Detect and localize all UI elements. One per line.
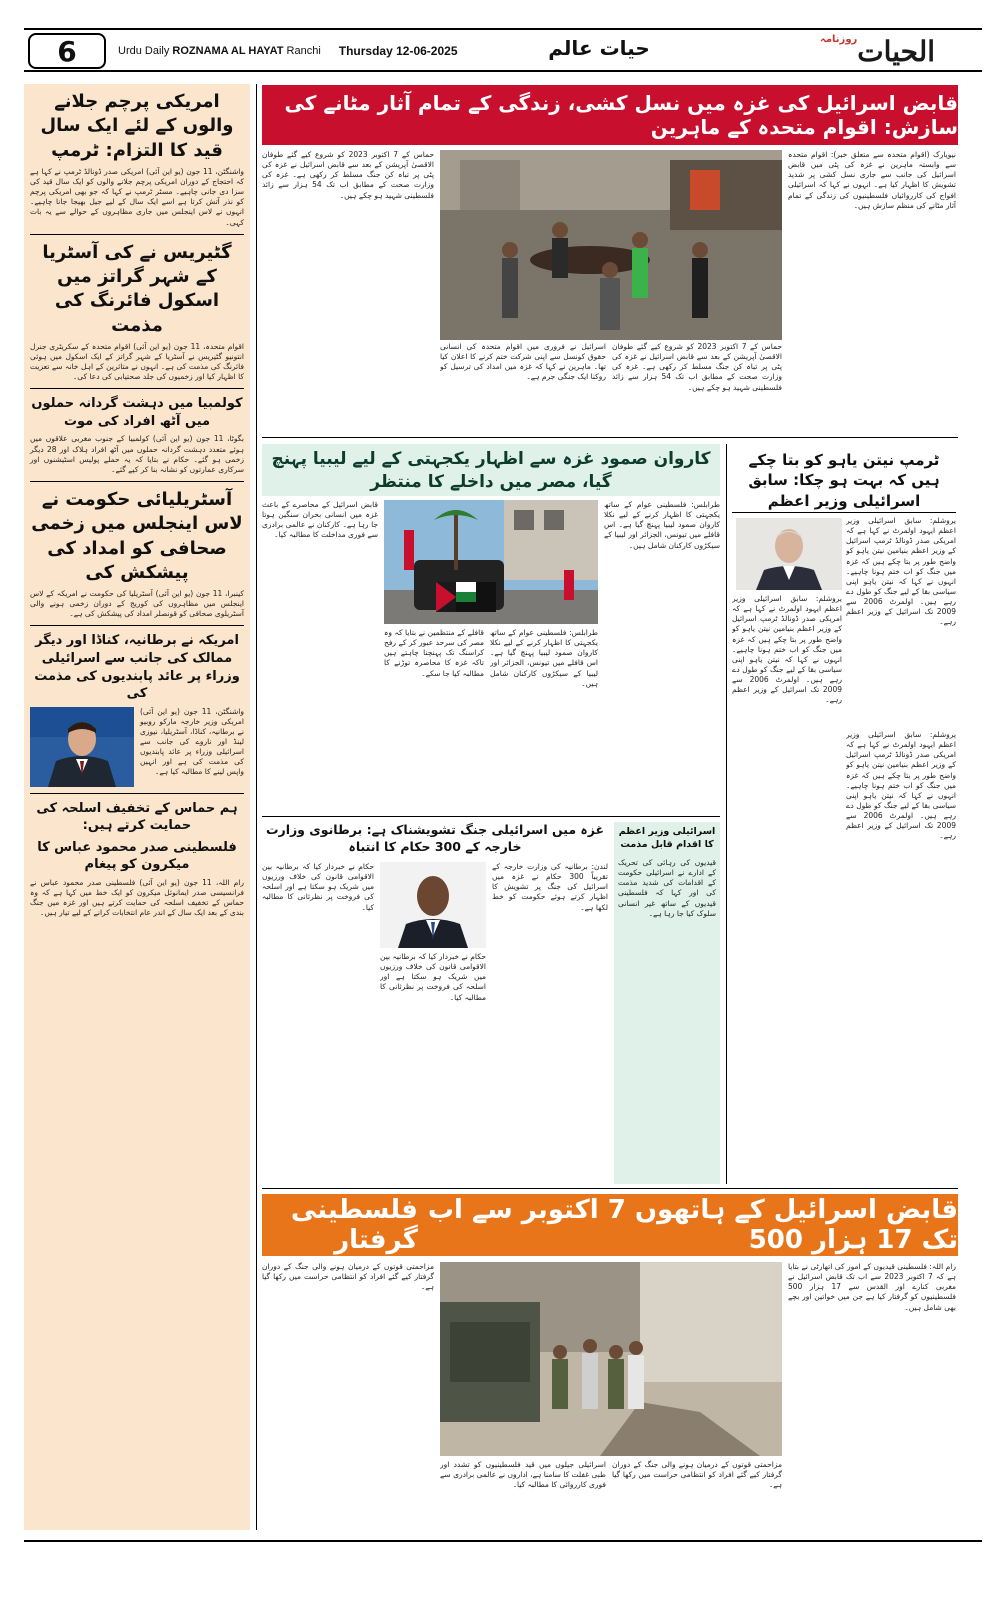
uk-headline: غزہ میں اسرائیلی جنگ تشویشناک ہے: برطانوی وزارت خارجہ کے 300 حکام کا انتباہ <box>265 822 605 854</box>
arrest-photo-graphic <box>440 1262 782 1456</box>
lead-headline-banner <box>262 85 958 145</box>
olmert-body-top: یروشلم: سابق اسرائیلی وزیر اعظم ایہود اولمرٹ نے کہا ہے کہ امریکی صدر ڈونالڈ ٹرمپ اسرائیل کے وزیر اعظم بنیامین نیتن یاہو کو واضح طور پر بتا چکے ہیں کہ غزہ میں جنگ کو اب ختم ہونا چاہیے۔ انہوں نے کہا کہ نیتن یاہو اپنی سیاسی بقا کے لیے جنگ کو طول دے رہے ہیں۔ اولمرٹ 2006 سے 2009 تک اسرائیل کے وزیر اعظم رہے۔ <box>846 516 956 627</box>
paper-prefix: Urdu Daily <box>118 45 170 57</box>
story1-body: واشنگٹن، 11 جون (یو این آئی) امریکی صدر ڈونالڈ ٹرمپ نے کہا ہے کہ احتجاج کے دوران امریکی پرچم جلانے والوں کو ایک سال قید کی سزا دی جانی چاہیے۔ مسٹر ٹرمپ نے کہا کہ جو بھی امریکی پرچم کو نذر آتش کرتا ہے اسے ایک سال کے لیے جیل بھیجا جانا چاہیے۔ انہوں نے لاس اینجلس میں جاری مظاہروں کے حوالے سے یہ بات کہی۔ <box>30 166 245 227</box>
olmert-body-left: یروشلم: سابق اسرائیلی وزیر اعظم ایہود اولمرٹ نے کہا ہے کہ امریکی صدر ڈونالڈ ٹرمپ اسرائیل کے وزیر اعظم بنیامین نیتن یاہو کو واضح طور پر بتا چکے ہیں کہ غزہ میں جنگ کو اب ختم ہونا چاہیے۔ انہوں نے کہا کہ نیتن یاہو اپنی سیاسی بقا کے لیے جنگ کو طول دے رہے ہیں۔ اولمرٹ 2006 سے 2009 تک اسرائیل کے وزیر اعظم رہے۔ <box>732 594 842 705</box>
story6-headline: فلسطینی صدر محمود عباس کا میکرون کو پیغام <box>37 839 237 873</box>
olmert-photo <box>736 518 842 590</box>
story2-body: اقوام متحدہ، 11 جون (یو این آئی) اقوام متحدہ کے سکریٹری جنرل انتونیو گٹیریس نے آسٹریا کے شہر گراتز کے ایک اسکول میں ہوئی فائرنگ کی مذمت کی ہے۔ انہوں نے متاثرین کے اہل خانہ سے تعزیت کا اظہار کیا اور زخمیوں کی جلد صحتیابی کی دعا کی۔ <box>30 341 244 382</box>
divider <box>30 625 244 626</box>
prisoners-body-right: رام اللہ: فلسطینی قیدیوں کے امور کی اتھارٹی نے بتایا ہے کہ 7 اکتوبر 2023 سے اب تک قابض اسرائیل نے مغربی کنارے اور القدس سے 17 ہزار 500 فلسطینیوں کو گرفتار کیا ہے جن میں خواتین اور بچے بھی شامل ہیں۔ <box>788 1262 956 1312</box>
prisoners-body-middle: مزاحمتی قوتوں کے درمیان ہونے والی جنگ کے دوران گرفتار کیے گئے افراد کو انتظامی حراست میں رکھا گیا ہے۔ <box>262 1262 434 1292</box>
headline-rule <box>732 512 956 513</box>
prisoners-body-middle-lower: مزاحمتی قوتوں کے درمیان ہونے والی جنگ کے دوران گرفتار کیے گئے افراد کو انتظامی حراست میں رکھا گیا ہے۔ <box>612 1460 782 1490</box>
gaza-photo <box>440 150 782 340</box>
section-divider <box>262 437 958 438</box>
masthead <box>24 32 982 72</box>
divider <box>30 388 244 389</box>
story3-body: بگوٹا، 11 جون (یو این آئی) کولمبیا کے جنوب مغربی علاقوں میں ہوئے متعدد دہشت گردانہ حملوں میں آٹھ افراد ہلاک اور 28 دیگر زخمی ہو گئے۔ حکام نے بتایا کہ یہ حملے پولیس اسٹیشنوں اور سرکاری عمارتوں کو نشانہ بنا کر کیے گئے۔ <box>30 434 244 474</box>
caravan-headline: کاروان صمود غزہ سے اظہار یکجہتی کے لیے لیبیا پہنچ گیا، مصر میں داخلے کا منتظر <box>271 449 711 492</box>
left-news-column <box>24 84 250 1530</box>
uk-body-right: لندن: برطانیہ کی وزارت خارجہ کے تقریباً 300 حکام نے غزہ میں اسرائیل کی جنگ پر تشویش کا اظہار کرتے ہوئے حکومت کو خط لکھا ہے۔ <box>492 862 608 912</box>
divider <box>30 793 244 794</box>
logo-main: الحیات <box>857 34 936 68</box>
section-title: حیات عالم <box>548 36 650 60</box>
prisoners-headline-part1: قابض اسرائیل کے ہاتھوں 7 اکتوبر سے اب تک 17 ہزار 500 <box>427 1195 958 1255</box>
caravan-body-middle-2: طرابلس: فلسطینی عوام کے ساتھ یکجہتی کا اظہار کرنے کے لیے نکلا کاروان صمود لیبیا پہنچ گیا ہے۔ اس قافلے میں تیونس، الجزائر اور لیبیا کے سیکڑوں کارکنان شامل ہیں۔ <box>490 628 598 688</box>
olmert-body-right: یروشلم: سابق اسرائیلی وزیر اعظم ایہود اولمرٹ نے کہا ہے کہ امریکی صدر ڈونالڈ ٹرمپ اسرائیل کے وزیر اعظم بنیامین نیتن یاہو کو واضح طور پر بتا چکے ہیں کہ غزہ میں جنگ کو اب ختم ہونا چاہیے۔ انہوں نے کہا کہ نیتن یاہو اپنی سیاسی بقا کے لیے جنگ کو طول دے رہے ہیں۔ اولمرٹ 2006 سے 2009 تک اسرائیل کے وزیر اعظم رہے۔ <box>846 730 956 841</box>
column-divider <box>256 84 257 1530</box>
caravan-body-right: طرابلس: فلسطینی عوام کے ساتھ یکجہتی کا اظہار کرنے کے لیے نکلا کاروان صمود لیبیا پہنچ گیا ہے۔ اس قافلے میں تیونس، الجزائر اور لیبیا کے سیکڑوں کارکنان شامل ہیں۔ <box>604 500 720 550</box>
logo-small: روزنامہ <box>820 34 858 45</box>
caravan-photo-graphic <box>384 500 598 624</box>
lammy-photo <box>380 862 486 948</box>
lead-headline: قابض اسرائیل کی غزہ میں نسل کشی، زندگی کے تمام آثار مٹانے کی سازش: اقوام متحدہ کے ماہرین <box>284 91 958 139</box>
divider <box>30 234 244 235</box>
rubio-photo <box>30 707 134 787</box>
paper-info <box>118 45 321 57</box>
lead-body-right: نیویارک (اقوام متحدہ سے متعلق خبر): اقوام متحدہ سے وابستہ ماہرین نے غزہ کی پٹی میں قابض اسرائیل کی جانب سے جاری نسل کشی پر شدید تشویش کا اظہار کیا ہے۔ انہوں نے کہا کہ اسرائیلی افواج کی کارروائیاں فلسطینیوں کی زندگی کے تمام آثار مٹانے کی منظم سازش ہیں۔ <box>788 150 956 210</box>
gaza-photo-graphic <box>440 150 782 340</box>
newspaper-logo <box>816 32 976 70</box>
story6-body: رام اللہ، 11 جون (یو این آئی) فلسطینی صدر محمود عباس نے فرانسیسی صدر ایمانوئل میکرون کو ایک خط میں کہا ہے کہ وہ حماس کے تخفیف اسلحہ کی حمایت کرتے ہیں اور غزہ میں جنگ بندی کے بعد ایک سال کے اندر عام انتخابات کرانے کے لیے تیار ہیں۔ <box>30 877 244 918</box>
box-headline: اسرائیلی وزیر اعظم کا اقدام قابل مذمت <box>618 826 716 850</box>
story6-kicker: ہم حماس کے تخفیف اسلحہ کی حمایت کرتے ہیں: <box>36 800 238 834</box>
uk-body-left: حکام نے خبردار کیا کہ برطانیہ بین الاقوامی قانون کی خلاف ورزیوں میں شریک ہو سکتا ہے اور اسلحہ کی فروخت پر نظرثانی کا مطالبہ کیا۔ <box>262 862 374 912</box>
arrest-photo <box>440 1262 782 1456</box>
column-divider <box>726 444 727 1184</box>
story1-headline: امریکی پرچم جلانے والوں کے لئے ایک سال قید کا التزام: ٹرمپ <box>40 91 234 161</box>
page-number: 6 <box>28 33 106 69</box>
caravan-photo <box>384 500 598 624</box>
story4-headline: آسٹریلیائی حکومت نے لاس اینجلس میں زخمی صحافی کو امداد کی پیشکش کی <box>31 488 243 583</box>
section-divider <box>262 1188 958 1189</box>
prisoners-headline-banner <box>262 1194 958 1256</box>
rubio-photo-graphic <box>30 707 134 787</box>
lead-body-left: اسرائیل نے فروری میں اقوام متحدہ کی انسانی حقوق کونسل سے اپنی شرکت ختم کرنے کا اعلان کیا تھا۔ ماہرین نے کہا کہ غزہ میں امداد کی ترسیل کو روکنا ایک جنگی جرم ہے۔ <box>440 342 606 382</box>
story2-headline: گٹیریس نے کی آسٹریا کے شہر گراتز میں اسکول فائرنگ کی مذمت <box>42 241 232 336</box>
divider <box>30 481 244 482</box>
top-rule <box>24 28 982 30</box>
story5-headline: امریکہ نے برطانیہ، کناڈا اور دیگر ممالک کی جانب سے اسرائیلی وزراء پر عائد پابندیوں کی مذمت کی <box>34 633 240 702</box>
caravan-body-left: قابض اسرائیل کے محاصرے کے باعث غزہ میں انسانی بحران سنگین ہوتا جا رہا ہے۔ کارکنان نے عالمی برادری سے فوری مداخلت کا مطالبہ کیا۔ <box>262 500 378 540</box>
uk-body-middle: حکام نے خبردار کیا کہ برطانیہ بین الاقوامی قانون کی خلاف ورزیوں میں شریک ہو سکتا ہے اور اسلحہ کی فروخت پر نظرثانی کا مطالبہ کیا۔ <box>380 952 486 1002</box>
issue-date: Thursday 12-06-2025 <box>338 44 458 58</box>
paper-name: ROZNAMA AL HAYAT <box>172 45 284 57</box>
bottom-rule <box>24 1540 982 1542</box>
paper-city: Ranchi <box>286 45 321 57</box>
prisoners-body-left: اسرائیلی جیلوں میں قید فلسطینیوں کو تشدد اور طبی غفلت کا سامنا ہے، اداروں نے عالمی برادری سے فوری کارروائی کا مطالبہ کیا۔ <box>440 1460 606 1490</box>
olmert-photo-graphic <box>736 518 842 590</box>
olmert-headline: ٹرمپ نیتن یاہو کو بتا چکے ہیں کہ بہت ہو چکا: سابق اسرائیلی وزیر اعظم <box>748 451 940 510</box>
prisoners-headline-part2: فلسطینی گرفتار <box>290 1195 418 1255</box>
lead-body-middle: حماس کے 7 اکتوبر 2023 کو شروع کیے گئے طوفان الاقصیٰ آپریشن کے بعد سے قابض اسرائیل نے غزہ کی پٹی پر تباہ کن جنگ مسلط کر رکھی ہے۔ غزہ کی وزارت صحت کے مطابق اب تک 54 ہزار سے زائد فلسطینی شہید ہو چکے ہیں۔ <box>262 150 434 200</box>
lammy-photo-graphic <box>380 862 486 948</box>
story3-headline: کولمبیا میں دہشت گردانہ حملوں میں آٹھ افراد کی موت <box>31 396 243 429</box>
story4-body: کینبرا، 11 جون (یو این آئی) آسٹریلیا کی حکومت نے امریکہ کے لاس اینجلس میں مظاہروں کی کوریج کے دوران زخمی ہونے والی آسٹریلوی صحافی کو قونصلر امداد کی پیشکش کی ہے۔ <box>30 589 244 619</box>
lead-body-middle-lower: حماس کے 7 اکتوبر 2023 کو شروع کیے گئے طوفان الاقصیٰ آپریشن کے بعد سے قابض اسرائیل نے غزہ کی پٹی پر تباہ کن جنگ مسلط کر رکھی ہے۔ غزہ کی وزارت صحت کے مطابق اب تک 54 ہزار سے زائد فلسطینی شہید ہو چکے ہیں۔ <box>612 342 782 392</box>
caravan-body-middle: قافلے کے منتظمین نے بتایا کہ وہ مصر کی سرحد عبور کر کے رفح کراسنگ تک پہنچنا چاہتے ہیں تاکہ غزہ کا محاصرہ توڑنے کا مطالبہ کیا جا سکے۔ <box>384 628 484 678</box>
box-body: قیدیوں کی رہائی کی تحریک کے ادارے نے اسرائیلی حکومت کے اقدامات کی شدید مذمت کی اور کہا کہ فلسطینی قیدیوں کے ساتھ غیر انسانی سلوک کیا جا رہا ہے۔ <box>618 858 716 918</box>
section-divider <box>262 816 720 817</box>
story5-body: واشنگٹن، 11 جون (یو این آئی) امریکی وزیر خارجہ مارکو روبیو نے برطانیہ، کناڈا، آسٹریلیا، نیوزی لینڈ اور ناروے کی جانب سے اسرائیلی وزراء پر عائد پابندیوں کی مذمت کی ہے اور انہیں واپس لینے کا مطالبہ کیا ہے۔ <box>140 706 245 777</box>
